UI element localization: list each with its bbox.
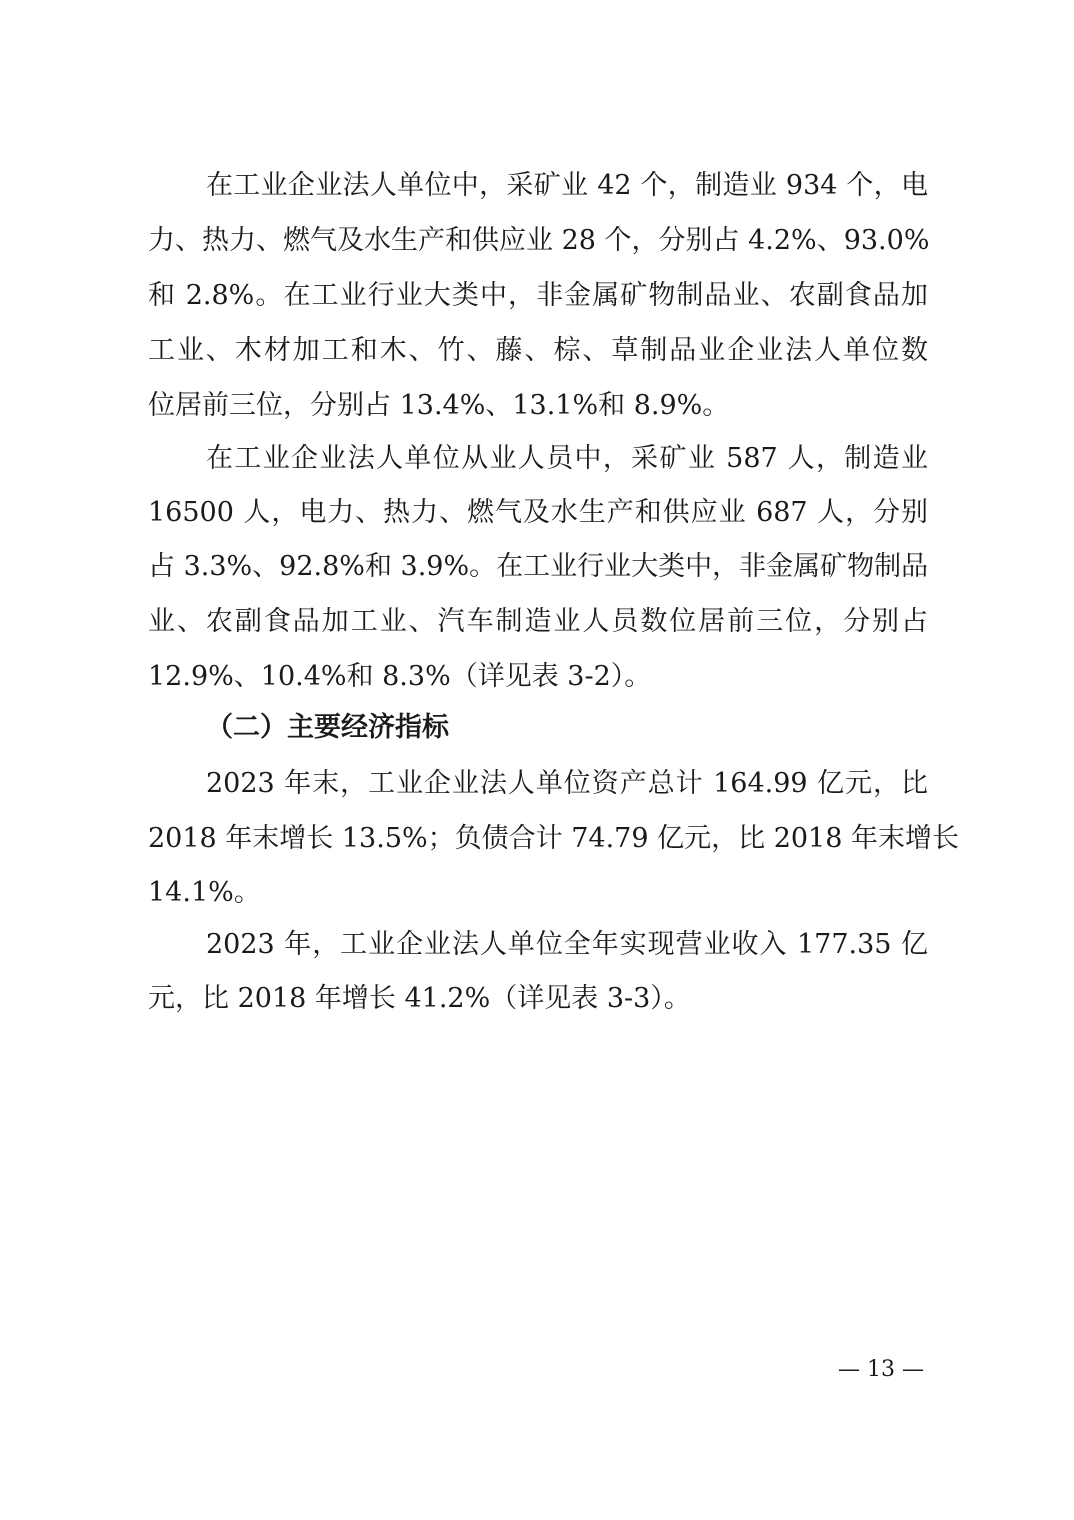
paragraph-1-line-1: 在工业企业法人单位中，采矿业 42 个，制造业 934 个，电: [206, 170, 928, 201]
paragraph-3-line-2: 2018 年末增长 13.5%；负债合计 74.79 亿元，比 2018 年末增长: [148, 823, 959, 854]
paragraph-4-line-2: 元，比 2018 年增长 41.2%（详见表 3-3）。: [148, 983, 691, 1014]
paragraph-2-line-1: 在工业企业法人单位从业人员中，采矿业 587 人，制造业: [206, 443, 928, 474]
paragraph-2-line-5: 12.9%、10.4%和 8.3%（详见表 3-2）。: [148, 661, 652, 692]
paragraph-2-line-2: 16500 人，电力、热力、燃气及水生产和供应业 687 人，分别: [148, 497, 928, 528]
paragraph-3-line-3: 14.1%。: [148, 877, 261, 908]
page-number: — 13 —: [838, 1357, 924, 1382]
paragraph-3-line-1: 2023 年末，工业企业法人单位资产总计 164.99 亿元，比: [206, 768, 928, 799]
paragraph-2-line-3: 占 3.3%、92.8%和 3.9%。在工业行业大类中，非金属矿物制品: [148, 551, 929, 582]
section-heading: （二）主要经济指标: [206, 712, 449, 743]
paragraph-1-line-2: 力、热力、燃气及水生产和供应业 28 个，分别占 4.2%、93.0%: [148, 225, 930, 256]
paragraph-4-line-1: 2023 年，工业企业法人单位全年实现营业收入 177.35 亿: [206, 929, 928, 960]
paragraph-1-line-4: 工业、木材加工和木、竹、藤、棕、草制品业企业法人单位数: [148, 335, 928, 366]
paragraph-1-line-5: 位居前三位，分别占 13.4%、13.1%和 8.9%。: [148, 390, 730, 421]
paragraph-1-line-3: 和 2.8%。在工业行业大类中，非金属矿物制品业、农副食品加: [148, 280, 928, 311]
paragraph-2-line-4: 业、农副食品加工业、汽车制造业人员数位居前三位，分别占: [148, 606, 928, 637]
